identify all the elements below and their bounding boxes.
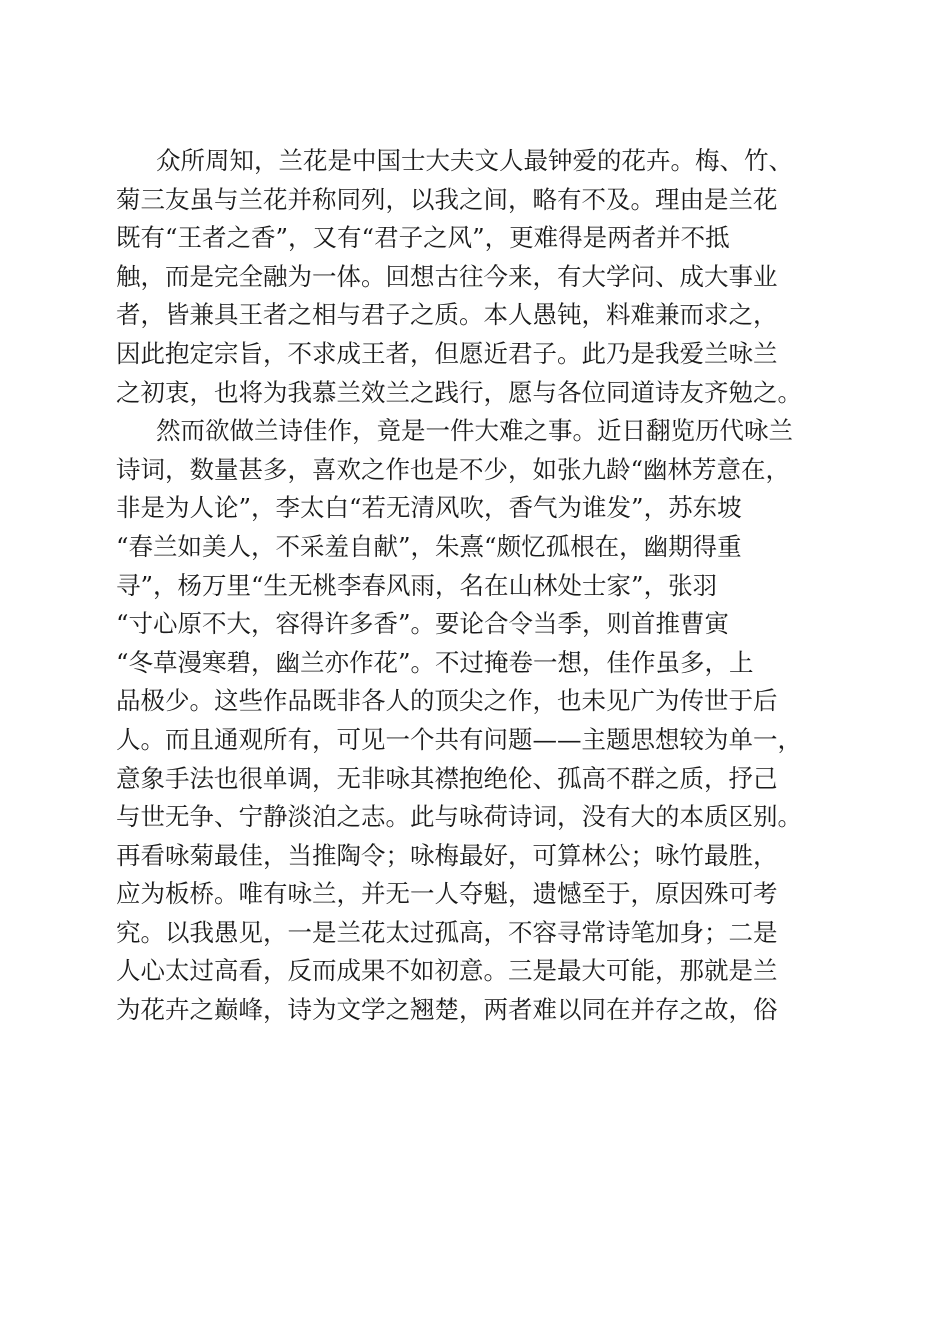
- text-line: 既有“王者之香”，又有“君子之风”，更难得是两者并不抵: [116, 223, 730, 253]
- text-line: 寻”，杨万里“生无桃李春风雨，名在山林处士家”，张羽: [116, 570, 718, 600]
- text-line: “冬草漫寒碧，幽兰亦作花”。不过掩卷一想，佳作虽多，上: [116, 647, 754, 677]
- text-line: 非是为人论”，李太白“若无清风吹，香气为谁发”，苏东坡: [116, 493, 742, 523]
- text-line: 品极少。这些作品既非各人的顶尖之作，也未见广为传世于后: [116, 686, 778, 716]
- text-line: 为花卉之巅峰，诗为文学之翘楚，两者难以同在并存之故，俗: [116, 995, 778, 1025]
- text-line: 人心太过高看，反而成果不如初意。三是最大可能，那就是兰: [116, 956, 778, 986]
- text-line: 触，而是完全融为一体。回想古往今来，有大学问、成大事业: [116, 261, 778, 291]
- text-line: 与世无争、宁静淡泊之志。此与咏荷诗词，没有大的本质区别。: [116, 802, 802, 832]
- text-line: 者，皆兼具王者之相与君子之质。本人愚钝，料难兼而求之，: [116, 300, 778, 330]
- text-line: 众所周知，兰花是中国士大夫文人最钟爱的花卉。梅、竹、: [156, 146, 793, 175]
- text-line: 然而欲做兰诗佳作，竟是一件大难之事。近日翻览历代咏兰: [156, 416, 793, 446]
- text-line: 再看咏菊最佳，当推陶令；咏梅最好，可算林公；咏竹最胜，: [116, 840, 778, 870]
- text-line: 因此抱定宗旨，不求成王者，但愿近君子。此乃是我爱兰咏兰: [116, 338, 778, 368]
- text-line: “春兰如美人，不采羞自献”，朱熹“颇忆孤根在，幽期得重: [116, 531, 742, 561]
- text-line: 诗词，数量甚多，喜欢之作也是不少，如张九龄“幽林芳意在，: [116, 454, 791, 484]
- body-text: [116, 142, 856, 1030]
- text-line: 究。以我愚见，一是兰花太过孤高，不容寻常诗笔加身；二是: [116, 917, 778, 947]
- text-line: 意象手法也很单调，无非咏其襟抱绝伦、孤高不群之质，抒己: [116, 763, 778, 793]
- text-line: 菊三友虽与兰花并称同列，以我之间，略有不及。理由是兰花: [116, 184, 778, 214]
- text-line: 人。而且通观所有，可见一个共有问题——主题思想较为单一，: [116, 724, 802, 754]
- text-line: 应为板桥。唯有咏兰，并无一人夺魁，遗憾至于，原因殊可考: [116, 879, 778, 909]
- text-line: “寸心原不大，容得许多香”。要论合令当季，则首推曹寅: [116, 609, 730, 639]
- text-line: 之初衷，也将为我慕兰效兰之践行，愿与各位同道诗友齐勉之。: [116, 377, 802, 407]
